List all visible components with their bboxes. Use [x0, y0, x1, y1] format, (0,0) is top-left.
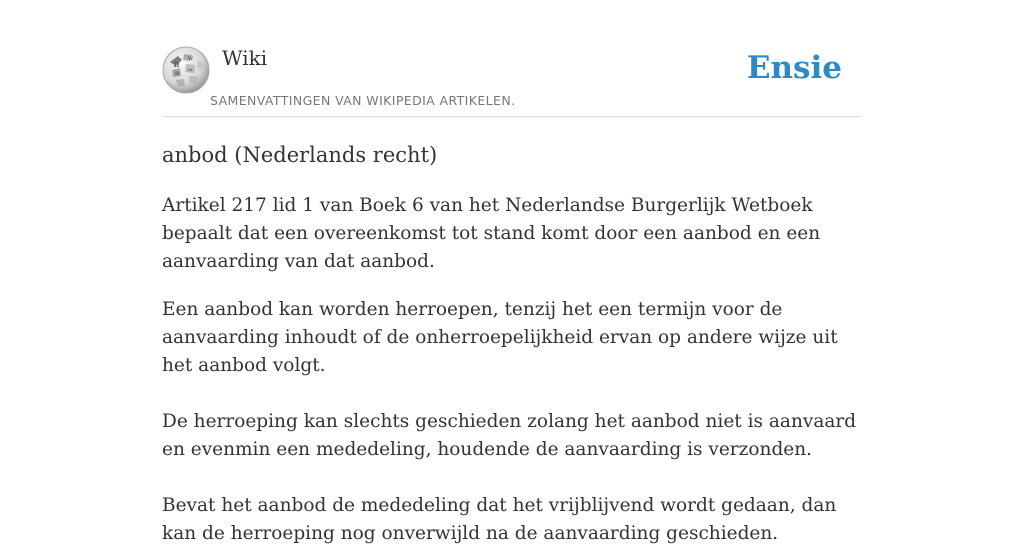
article-paragraph: Een aanbod kan worden herroepen, tenzij het een termijn voor de aanvaarding inhoudt of de onherroepelijkheid ervan op andere wijze uit het aanbod volgt. [162, 299, 838, 376]
article-paragraph: Artikel 217 lid 1 van Boek 6 van het Nederlandse Burgerlijk Wetboek bepaalt dat een overeenkomst tot stand komt door een aanbod en een aanvaarding van dat aanbod. [162, 195, 821, 272]
paragraph-break [162, 380, 862, 408]
article-title: anbod (Nederlands recht) [162, 143, 438, 167]
svg-text:W: W [188, 56, 194, 62]
paragraph-break [162, 464, 862, 492]
article-content [162, 140, 862, 548]
svg-text:ω: ω [188, 67, 193, 73]
article-paragraph: De herroeping kan slechts geschieden zolang het aanbod niet is aanvaard en evenmin een mededeling, houdende de aanvaarding is verzonden. [162, 411, 857, 460]
site-tagline: SAMENVATTINGEN VAN WIKIPEDIA ARTIKELEN. [210, 93, 516, 108]
wiki-label[interactable]: Wiki [222, 46, 268, 70]
svg-text:Ω: Ω [174, 62, 179, 69]
article-paragraph: Bevat het aanbod de mededeling dat het vrijblijvend wordt gedaan, dan kan de herroeping nog onverwijld na de aanvaarding geschieden. [162, 495, 837, 544]
svg-text:И: И [175, 71, 180, 77]
ensie-brand-logo[interactable]: Ensie [746, 50, 842, 86]
wikipedia-globe-icon[interactable] [162, 46, 210, 94]
site-header [162, 40, 862, 117]
